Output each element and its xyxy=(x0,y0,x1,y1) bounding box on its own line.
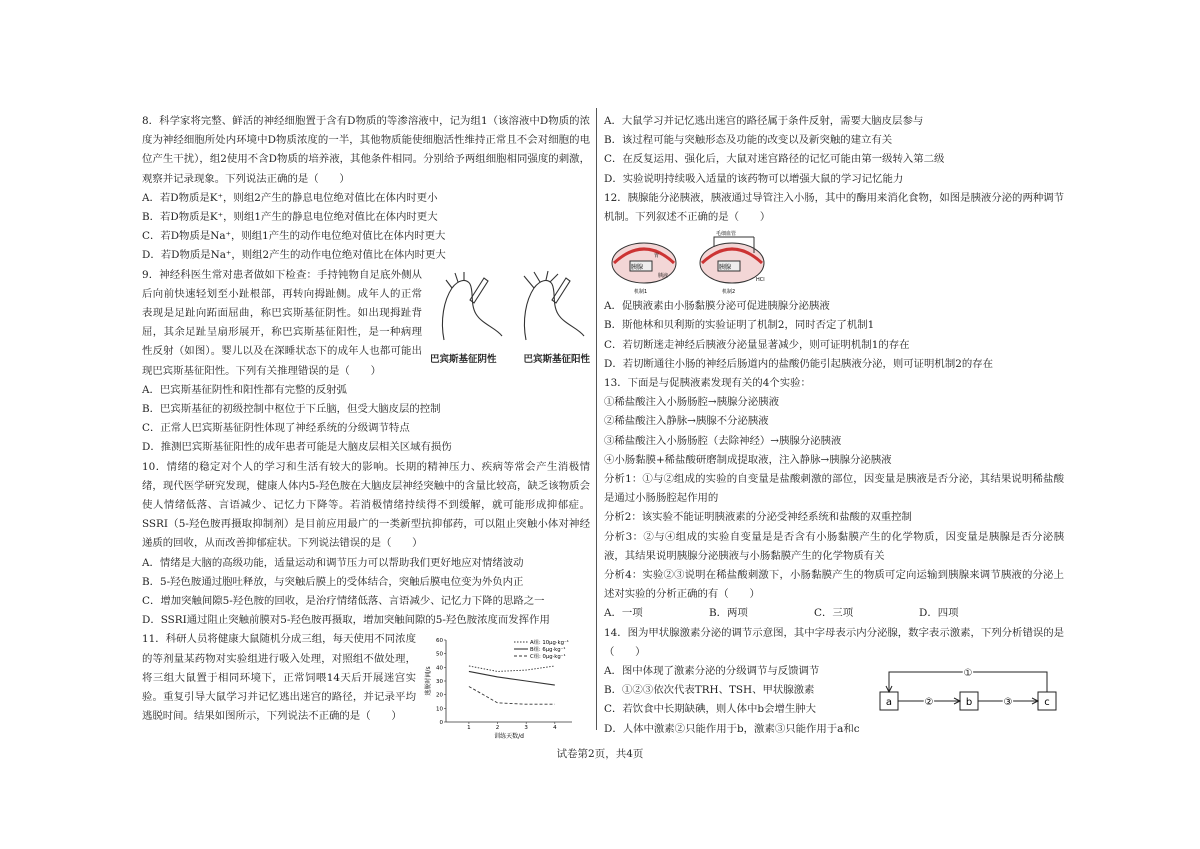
q11-option-d: D．实验说明持续吸入适量的该药物可以增强大鼠的学习记忆能力 xyxy=(604,172,904,185)
q11-chart xyxy=(422,632,590,740)
q11-option-a: A．大鼠学习并记忆逃出迷宫的路径属于条件反射，需要大脑皮层参与 xyxy=(604,115,924,127)
q10-option-a: A．情绪是大脑的高级功能，适量运动和调节压力可以帮助我们更好地应对情绪波动 xyxy=(142,556,524,569)
series-line-1 xyxy=(469,666,555,671)
label-a: a xyxy=(885,697,893,709)
escape-time-chart xyxy=(422,632,590,740)
hormone-3: ③ xyxy=(1003,697,1013,709)
y-tick-label: 50 xyxy=(436,652,443,659)
q13-analysis-1: 分析1：①与②组成的实验的自变量是盐酸刺激的部位，因变量是胰液是否分泌，其结果说明稀盐酸是通过小肠肠腔起作用的 xyxy=(604,473,1064,505)
babinski-captions xyxy=(430,350,590,369)
label-c: c xyxy=(1044,697,1050,709)
q10-stem: 10．情绪的稳定对个人的学习和生活有较大的影响。长期的精神压力、疾病等常会产生消极情绪，现代医学研究发现，健康人体内5-羟色胺在大脑皮层神经突触中的含量比较高，缺乏该物质会使人情绪低落、言语减少、记忆力下降等。若消极情绪持续得不到缓解，就可能形成抑郁症。SSRI（5-羟色胺再摄取抑制剂）是目前应用最广的一类新型抗抑郁药，可以阻止突触小体对神经递质的回收，从而改善抑郁症状。下列说法错误的是（ ） xyxy=(142,460,590,550)
x-tick-label: 3 xyxy=(524,725,528,732)
q12-option-d: D．若切断通往小肠的神经后肠道内的盐酸仍能引起胰液分泌，则可证明机制2的存在 xyxy=(604,357,994,370)
legend-label-2: B组: 6μg·kg⁻¹ xyxy=(530,647,566,654)
q14-option-d: D．人体中激素②只能作用于b，激素③只能作用于a和c xyxy=(604,722,860,735)
q9-option-c: C．正常人巴宾斯基征阴性体现了神经系统的分级调节特点 xyxy=(142,422,410,435)
q9-option-b: B．巴宾斯基征的初级控制中枢位于下丘脑，但受大脑皮层的控制 xyxy=(142,403,441,416)
q13-analysis-3: 分析3：②与④组成的实验自变量是是否含有小肠黏膜产生的化学物质，因变量是胰腺是否分泌胰液，其结果说明胰腺分泌胰液与小肠黏膜产生的化学物质有关 xyxy=(604,530,1064,562)
y-tick-label: 10 xyxy=(436,706,443,713)
column-divider xyxy=(596,108,597,730)
q8-option-c: C．若D物质是Na⁺，则组1产生的动作电位绝对值比在体内时更大 xyxy=(142,230,446,243)
q14-option-b: B．①②③依次代表TRH、TSH、甲状腺激素 xyxy=(604,684,815,697)
left-column xyxy=(142,112,590,740)
mechanism-1-label: 机制1 xyxy=(634,289,648,296)
babinski-feet-illustration xyxy=(430,270,590,348)
q12-option-c: C．若切断迷走神经后胰液分泌量显著减少，则可证明机制1的存在 xyxy=(604,338,910,351)
babinski-figure xyxy=(430,270,590,366)
q13-analysis-4: 分析4：实验②③说明在稀盐酸刺激下，小肠黏膜产生的物质可定向运输到胰腺来调节胰液的分泌上述对实验的分析正确的有（ ） xyxy=(604,569,1064,601)
q13-exp-1: ①稀盐酸注入小肠肠腔→胰腺分泌胰液 xyxy=(604,396,779,409)
y-tick-label: 0 xyxy=(439,720,443,727)
q14-option-a: A．图中体现了激素分泌的分级调节与反馈调节 xyxy=(604,665,820,678)
q14-stem: 14．图为甲状腺激素分泌的调节示意图，其中字母表示内分泌腺，数字表示激素，下列分析错误的是（ ） xyxy=(604,626,1065,658)
label-b: b xyxy=(965,697,973,709)
page-footer: 试卷第2页，共4页 xyxy=(556,748,644,760)
q10-option-d: D．SSRI通过阻止突触前膜对5-羟色胺再摄取，增加突触间隙的5-羟色胺浓度而发挥作用 xyxy=(142,614,550,627)
hormone-1: ① xyxy=(963,668,973,680)
mechanism-2-label: 机制2 xyxy=(722,289,736,296)
q14-option-c: C．若饮食中长期缺碘，则人体中b会增生肿大 xyxy=(604,703,817,716)
q9-stem: 9．神经科医生常对患者做如下检查：手持钝物自足底外侧从后向前快速轻划至小趾根部，再转向拇趾侧。成年人的正常表现是足趾向跖面屈曲，称巴宾斯基征阴性。如出现拇趾背屈，其余足趾呈扇形展开，称巴宾斯基征阳性，是一种病理性反射（如图）。婴儿以及在深睡状态下的成年人也都可能出现巴宾斯基征阳性。下列有关推理错误的是（ ） xyxy=(142,268,422,377)
q11-option-b: B．该过程可能与突触形态及功能的改变以及新突触的建立有关 xyxy=(604,134,893,147)
q9-option-a: A．巴宾斯基征阴性和阳性都有完整的反射弧 xyxy=(142,383,347,396)
pancreas-label-2: 胰腺 xyxy=(719,264,732,272)
q14-block xyxy=(604,662,1064,739)
y-axis-label: 逃脱时间/s xyxy=(425,666,432,697)
stomach-label: 胃 xyxy=(654,253,660,260)
y-tick-label: 30 xyxy=(436,679,443,686)
y-tick-label: 60 xyxy=(436,638,443,645)
caption-positive: 巴宾斯基征阳性 xyxy=(523,353,590,365)
x-axis-label: 训练天数/d xyxy=(494,733,524,741)
thyroid-regulation-diagram xyxy=(874,662,1064,724)
enzyme-label: 胰液 xyxy=(658,273,669,280)
q13-stem: 13．下面是与促胰液素发现有关的4个实验： xyxy=(604,377,811,390)
q9-option-d: D．推测巴宾斯基征阳性的成年患者可能是大脑皮层相关区域有损伤 xyxy=(142,441,452,454)
q12-option-b: B．斯他林和贝利斯的实验证明了机制2，同时否定了机制1 xyxy=(604,319,875,332)
q11-option-c: C．在反复运用、强化后，大鼠对迷宫路径的记忆可能由第一级转入第二级 xyxy=(604,153,945,166)
y-tick-label: 40 xyxy=(436,665,443,672)
q10-option-c: C．增加突触间隙5-羟色胺的回收，是治疗情绪低落、言语减少、记忆力下降的思路之一 xyxy=(142,595,545,608)
series-line-3 xyxy=(469,687,555,705)
legend-label-3: C组: 0μg·kg⁻¹ xyxy=(530,654,566,661)
q13-option-a: A．一项 xyxy=(604,607,643,620)
thyroid-diagram xyxy=(874,662,1064,724)
q13-exp-4: ④小肠黏膜+稀盐酸研磨制成提取液，注入静脉→胰腺分泌胰液 xyxy=(604,453,892,466)
y-tick-label: 20 xyxy=(436,693,443,700)
q13-option-c: C．三项 xyxy=(814,607,854,620)
x-tick-label: 4 xyxy=(553,725,557,732)
q13-option-d: D．四项 xyxy=(919,607,959,620)
pancreas-label-1: 胰腺 xyxy=(631,264,644,272)
hormone-2: ② xyxy=(924,697,934,709)
q11-stem: 11．科研人员将健康大鼠随机分成三组，每天使用不同浓度的等剂量某药物对实验组进行吸入处理，对照组不做处理，将三组大鼠置于相同环境下，正常饲喂14天后开展迷宫实验。重复引导大鼠学习并记忆逃出迷宫的路径，并记录平均逃脱时间。结果如图所示，下列说法不正确的是（ ） xyxy=(142,633,416,723)
series-line-2 xyxy=(469,672,555,686)
x-tick-label: 1 xyxy=(467,725,471,732)
q8-option-d: D．若D物质是Na⁺，则组2产生的动作电位绝对值比在体内时更大 xyxy=(142,249,446,262)
q13-exp-2: ②稀盐酸注入静脉→胰腺不分泌胰液 xyxy=(604,415,769,428)
q13-analysis-2: 分析2：该实验不能证明胰液素的分泌受神经系统和盐酸的双重控制 xyxy=(604,511,912,524)
q11-block xyxy=(142,630,590,741)
pancreas-mechanisms-illustration xyxy=(604,227,784,297)
q13-options xyxy=(604,604,1064,623)
q10-option-b: B．5-羟色胺通过胞吐释放，与突触后膜上的受体结合，突触后膜电位变为外负内正 xyxy=(142,575,524,588)
q12-option-a: A．促胰液素由小肠黏膜分泌可促进胰腺分泌胰液 xyxy=(604,300,830,313)
hcl-label: HCl xyxy=(756,277,765,284)
q8-option-a: A．若D物质是K⁺，则组2产生的静息电位绝对值比在体内时更小 xyxy=(142,191,438,204)
capillary-label: 毛细血管 xyxy=(716,231,737,238)
x-tick-label: 2 xyxy=(495,725,500,732)
legend-label-1: A组: 10μg·kg⁻¹ xyxy=(530,640,569,647)
pancreas-figure xyxy=(604,227,1064,297)
q12-stem: 12．胰腺能分泌胰液，胰液通过导管注入小肠，其中的酶用来消化食物，如图是胰液分泌的两种调节机制。下列叙述不正确的是（ ） xyxy=(604,191,1065,224)
caption-negative: 巴宾斯基征阴性 xyxy=(430,353,497,365)
right-column xyxy=(604,112,1064,739)
q8-option-b: B．若D物质是K⁺，则组1产生的静息电位绝对值比在体内时更大 xyxy=(142,211,438,224)
q9-block xyxy=(142,266,590,381)
q8-stem: 8．科学家将完整、鲜活的神经细胞置于含有D物质的等渗溶液中，记为组1（该溶液中D物质的浓度为神经细胞所处内环境中D物质浓度的一半，其他物质能使细胞活性维持正常且不会对细胞的电位产生干扰），组2使用不含D物质的培养液，其他条件相同。分别给予两组细胞相同强度的刺激，观察并记录现象。下列说法正确的是（ ） xyxy=(142,115,590,185)
q13-exp-3: ③稀盐酸注入小肠肠腔（去除神经）→胰腺分泌胰液 xyxy=(604,434,842,447)
q13-option-b: B．两项 xyxy=(709,607,748,620)
